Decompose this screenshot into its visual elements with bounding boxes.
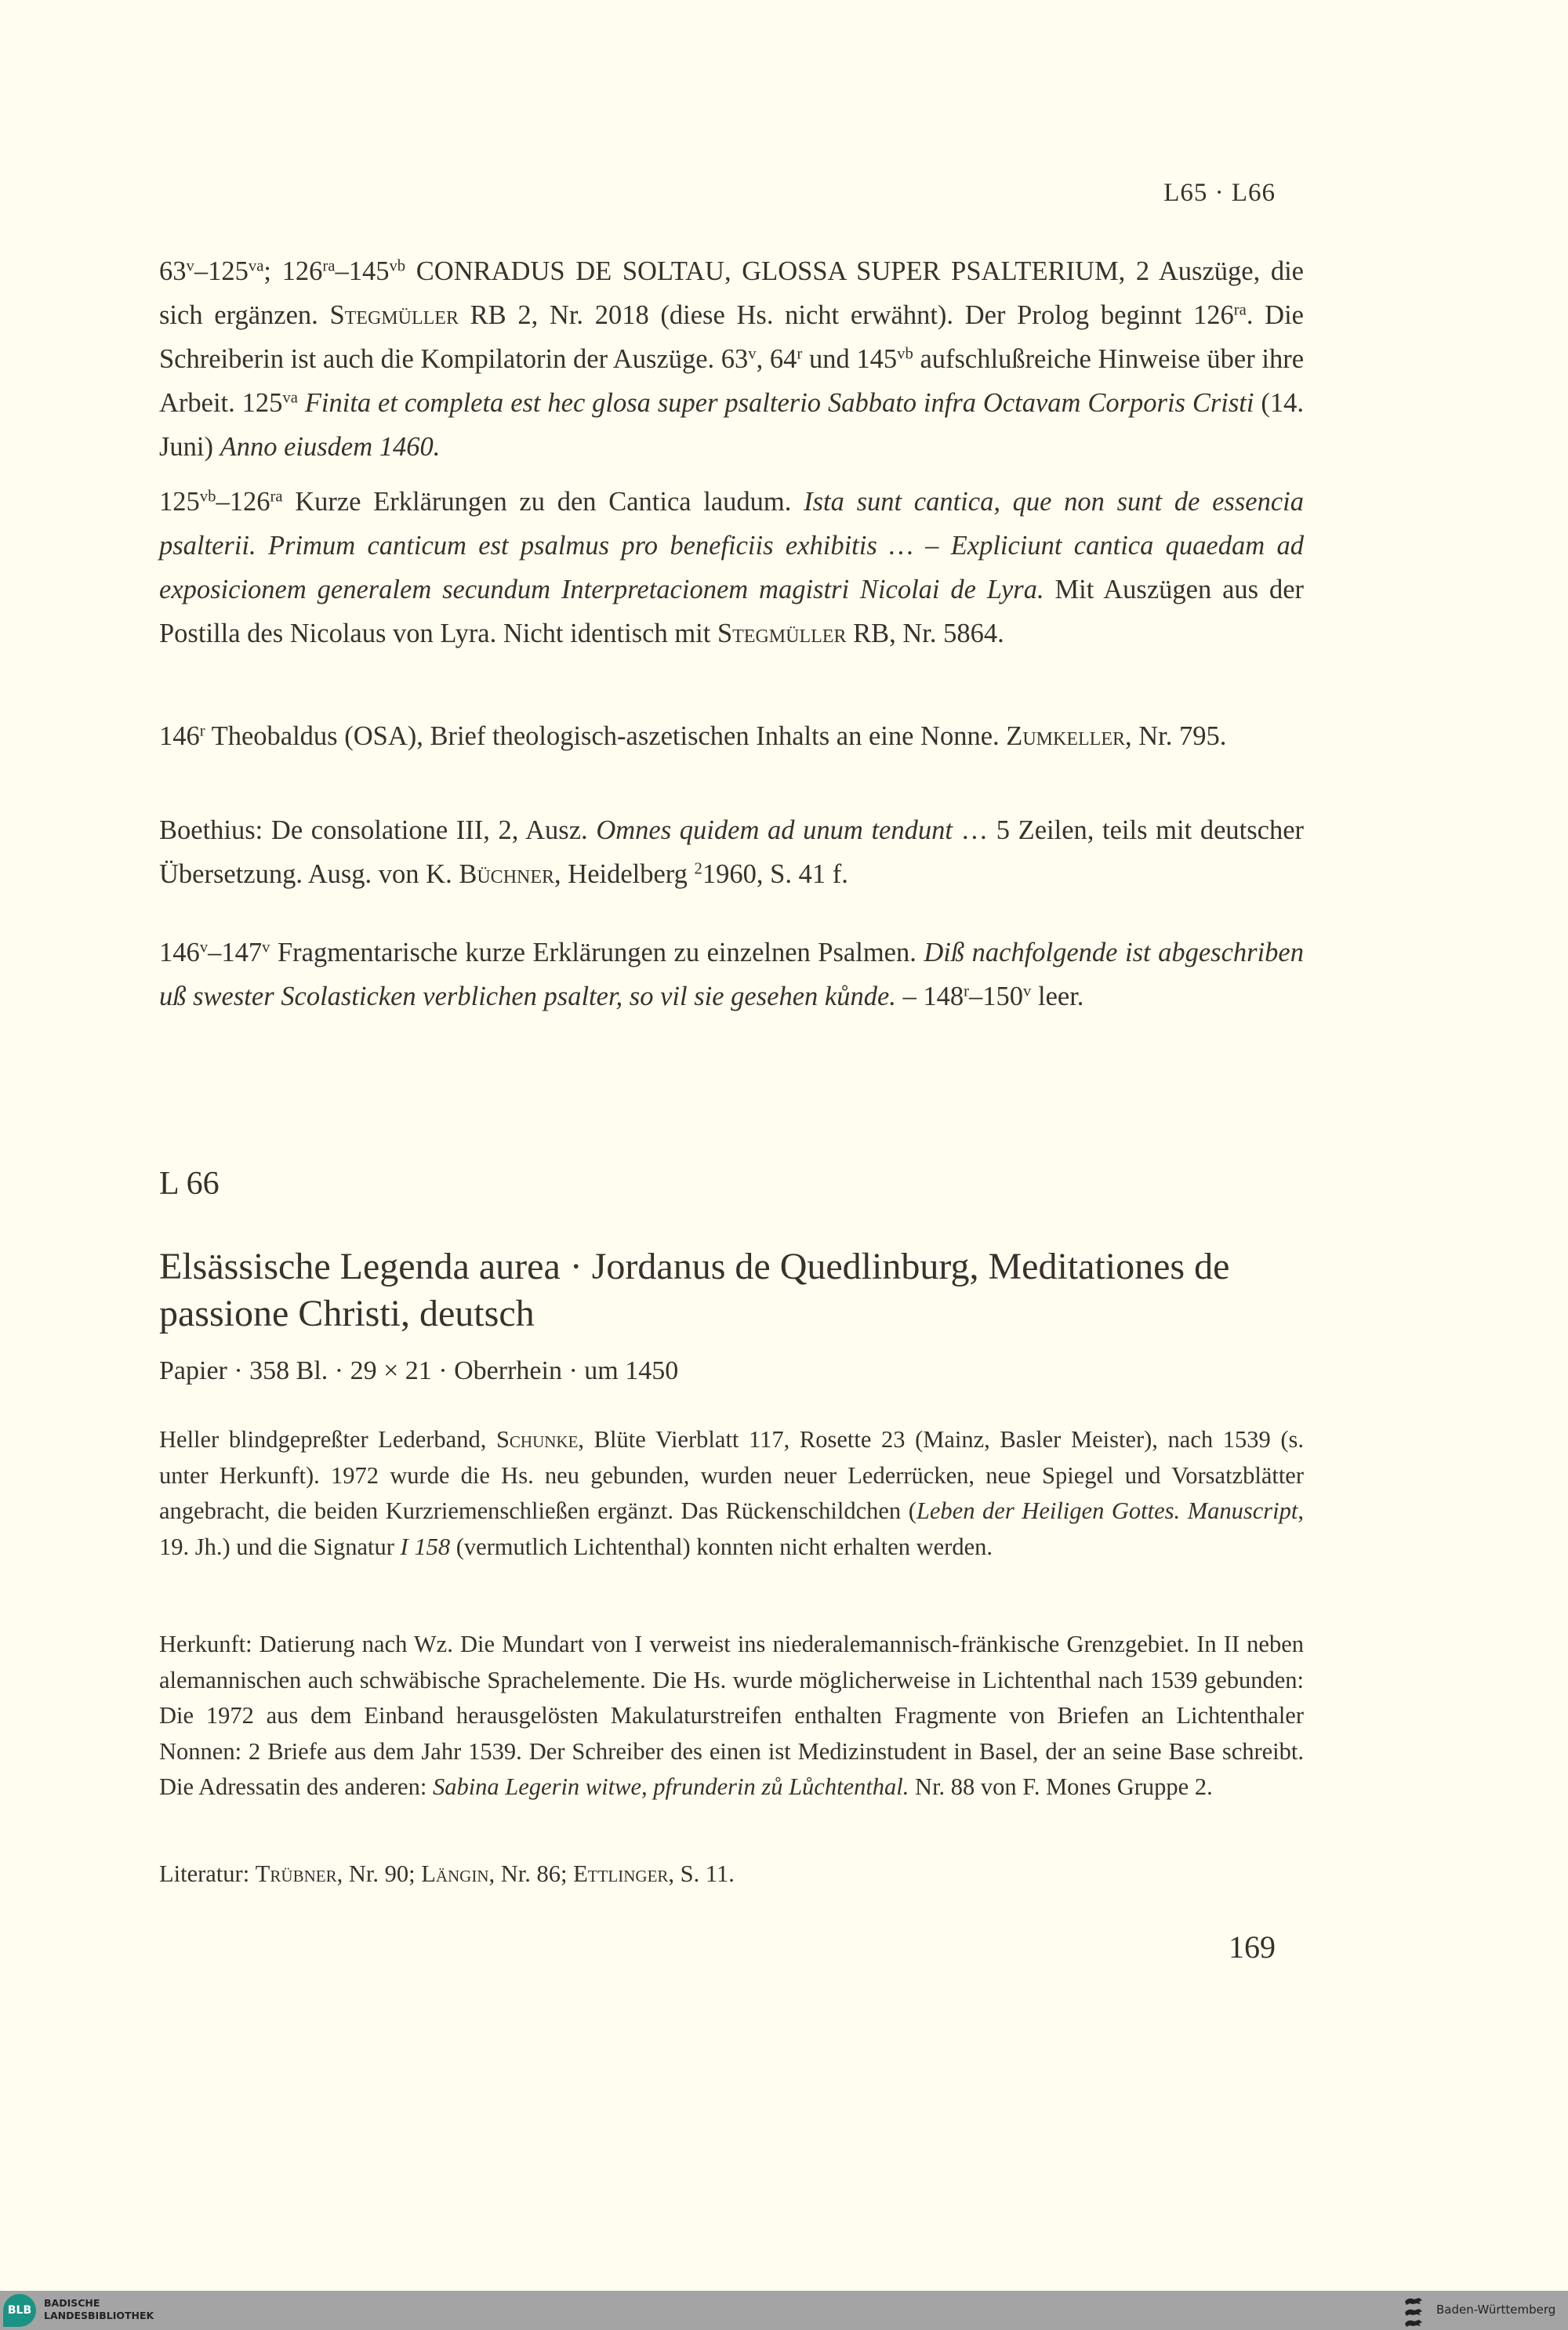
blb-logo-icon: BLB <box>3 2294 36 2327</box>
literature-list <box>159 1856 1304 1893</box>
signature: I 158 <box>400 1533 451 1560</box>
author-ref: Büchner <box>459 859 555 889</box>
folio-ref: 126 <box>229 487 270 517</box>
label-quote: Leben der Heiligen Gottes. Manuscript <box>916 1497 1298 1524</box>
author-ref: Längin <box>421 1860 489 1887</box>
folio-sup: r <box>199 722 205 740</box>
author-ref: Schunke <box>495 1426 579 1453</box>
library-name-line2: LANDESBIBLIOTHEK <box>44 2310 154 2321</box>
entry-cantica-laudum <box>159 480 1304 655</box>
german-quote: Diß nachfolgende ist abgeschriben uß swester Scolasticken verblichen psalter, so vil sie gesehen kůnde. <box>159 938 1304 1011</box>
footer-bar <box>0 2291 1568 2330</box>
folio-sup: va <box>282 389 298 407</box>
latin-quote: Omnes quidem ad unum tendunt <box>596 815 953 845</box>
entry-text: CONRADUS DE SOLTAU, GLOSSA SUPER PSALTERIUM, 2 Auszüge, die sich ergänzen. <box>159 256 1304 330</box>
entry-text: , 64 <box>756 344 797 374</box>
folio-sup: vb <box>199 488 216 506</box>
entry-text: RB, Nr. 5864. <box>846 619 1004 648</box>
entry-boethius <box>159 808 1304 896</box>
entry-psalmen-erklaerungen <box>159 931 1304 1018</box>
entry-text: aufschlußreiche Hinweise über ihre Arbeit. 125 <box>159 344 1305 418</box>
folio-ref: 125 <box>159 487 200 517</box>
book-page <box>159 0 1304 2274</box>
library-name-line1: BADISCHE <box>44 2297 100 2309</box>
desc-text: , S. 11. <box>668 1860 735 1887</box>
folio-sup: r <box>964 982 970 1000</box>
author-ref: Zumkeller <box>1006 721 1125 751</box>
desc-text: , Blüte Vierblatt 117, Rosette 23 (Mainz, Basler Meister), nach 1539 (s. unter Herkunft). 1972 wurde die Hs. neu gebunden, wurden neuer Lederrücken, neue Spiegel und Vorsatzblätter angebracht, die beiden Kurzriemenschließen ergänzt. Das Rückenschildchen ( <box>159 1426 1305 1524</box>
binding-description <box>159 1422 1304 1565</box>
entry-text: – <box>913 531 951 561</box>
entry-text: . Die Schreiberin ist auch die Kompilatorin der Auszüge. 63 <box>159 300 1304 374</box>
entry-text: –150 <box>969 982 1024 1011</box>
entry-text: … 5 Zeilen, teils mit deutscher Übersetzung. Ausg. von K. <box>159 815 1305 889</box>
latin-quote: Anno eiusdem 1460. <box>220 432 441 462</box>
section-id: L 66 <box>159 1166 220 1202</box>
desc-text: , 19. Jh.) und die Signatur <box>159 1497 1305 1560</box>
section-title: Elsässische Legenda aurea · Jordanus de Quedlinburg, Meditationes de passione Christi, deutsch <box>159 1246 1230 1334</box>
entry-text: 1960, S. 41 f. <box>702 859 848 889</box>
library-name <box>44 2297 154 2322</box>
edition-sup: 2 <box>694 860 702 878</box>
folio-sup: r <box>797 345 803 363</box>
folio-ref: 146 <box>159 938 200 967</box>
folio-ref: 125 <box>208 256 249 286</box>
desc-text: Heller blindgepreßter Lederband, <box>159 1426 496 1453</box>
entry-text: Kurze Erklärungen zu den Cantica laudum. <box>282 487 804 517</box>
running-head: L65 · L66 <box>1163 179 1276 207</box>
folio-sup: v <box>186 257 194 275</box>
range-dash: – <box>208 938 222 967</box>
folio-sup: vb <box>389 257 406 275</box>
folio-sup: v <box>199 938 209 956</box>
author-ref: Stegmüller <box>329 300 459 330</box>
entry-text: , Nr. 795. <box>1125 721 1227 751</box>
desc-text: Literatur: <box>159 1860 256 1887</box>
entry-text: RB 2, Nr. 2018 (diese Hs. nicht erwähnt). Der Prolog beginnt 126 <box>458 300 1234 330</box>
desc-text: Nr. 88 von F. Mones Gruppe 2. <box>909 1773 1213 1800</box>
latin-quote: Expliciunt cantica quaedam ad exposicionem generalem secundum Interpretacionem magistri Nicolai de Lyra. <box>159 531 1304 604</box>
folio-ref: 146 <box>159 721 200 751</box>
desc-text: (vermutlich Lichtenthal) konnten nicht erhalten werden. <box>450 1533 993 1560</box>
desc-text: , Nr. 86; <box>488 1860 574 1887</box>
entry-text: Boethius: De consolatione III, 2, Ausz. <box>159 815 597 845</box>
state-name: Baden-Württemberg <box>1436 2303 1556 2317</box>
entry-text: leer. <box>1031 982 1084 1011</box>
folio-ref: 63 <box>159 256 187 286</box>
latin-quote: Finita et completa est hec glosa super psalterio Sabbato infra Octavam Corporis Cristi <box>297 388 1254 418</box>
author-ref: Stegmüller <box>717 619 847 648</box>
entry-text: (14. Juni) <box>159 388 1304 462</box>
entry-text: Fragmentarische kurze Erklärungen zu einzelnen Psalmen. <box>270 938 924 967</box>
folio-sup: v <box>1023 982 1032 1000</box>
folio-sup: v <box>748 345 757 363</box>
desc-text: , Nr. 90; <box>336 1860 422 1887</box>
entry-text: , Heidelberg <box>554 859 695 889</box>
folio-sup: va <box>248 257 264 275</box>
provenance-description <box>159 1627 1304 1806</box>
folio-ref: 147 <box>221 938 263 967</box>
author-ref: Trübner <box>255 1860 337 1887</box>
latin-quote: Ista sunt cantica, que non sunt de essencia psalterii. Primum canticum est psalmus pro beneficiis exhibitis … <box>159 487 1304 561</box>
entry-conradus-de-soltau <box>159 249 1304 469</box>
addressee-quote: Sabina Legerin witwe, pfrunderin zů Lůchtenthal. <box>432 1773 909 1800</box>
folio-sup: ra <box>1233 301 1247 319</box>
desc-text: Herkunft: Datierung nach Wz. Die Mundart von I verweist ins niederalemannisch-fränkische Grenzgebiet. In II neben alemannischen auch schwäbische Sprachelemente. Die Hs. wurde möglicherweise in Lichtenthal nach 1539 gebunden: Die 1972 aus dem Einband herausgelösten Makulaturstreifen enthalten Fragmente von Briefen an Lichtenthaler Nonnen: 2 Briefe aus dem Jahr 1539. Der Schreiber des einen ist Medizinstudent in Basel, der an seine Base schreibt. Die Adressatin des anderen: <box>159 1631 1304 1800</box>
section-meta: Papier · 358 Bl. · 29 × 21 · Oberrhein · um 1450 <box>159 1356 679 1385</box>
page-number: 169 <box>1229 1929 1276 1965</box>
folio-ref: 145 <box>348 256 390 286</box>
folio-sup: ra <box>322 257 336 275</box>
folio-sup: v <box>262 938 270 956</box>
entry-text: und 145 <box>802 344 898 374</box>
separator: ; <box>263 256 282 286</box>
entry-text: – 148 <box>895 982 964 1011</box>
folio-sup: vb <box>897 345 913 363</box>
baden-wuerttemberg-lions-icon <box>1403 2295 1424 2328</box>
range-dash: – <box>335 256 349 286</box>
range-dash: – <box>216 487 230 517</box>
folio-sup: ra <box>270 488 283 506</box>
entry-text: Mit Auszügen aus der Postilla des Nicolaus von Lyra. Nicht identisch mit <box>159 575 1305 648</box>
range-dash: – <box>194 256 209 286</box>
folio-ref: 126 <box>281 256 323 286</box>
entry-theobaldus <box>159 714 1304 758</box>
entry-text: Theobaldus (OSA), Brief theologisch-aszetischen Inhalts an eine Nonne. <box>205 721 1007 751</box>
author-ref: Ettlinger <box>573 1860 669 1887</box>
